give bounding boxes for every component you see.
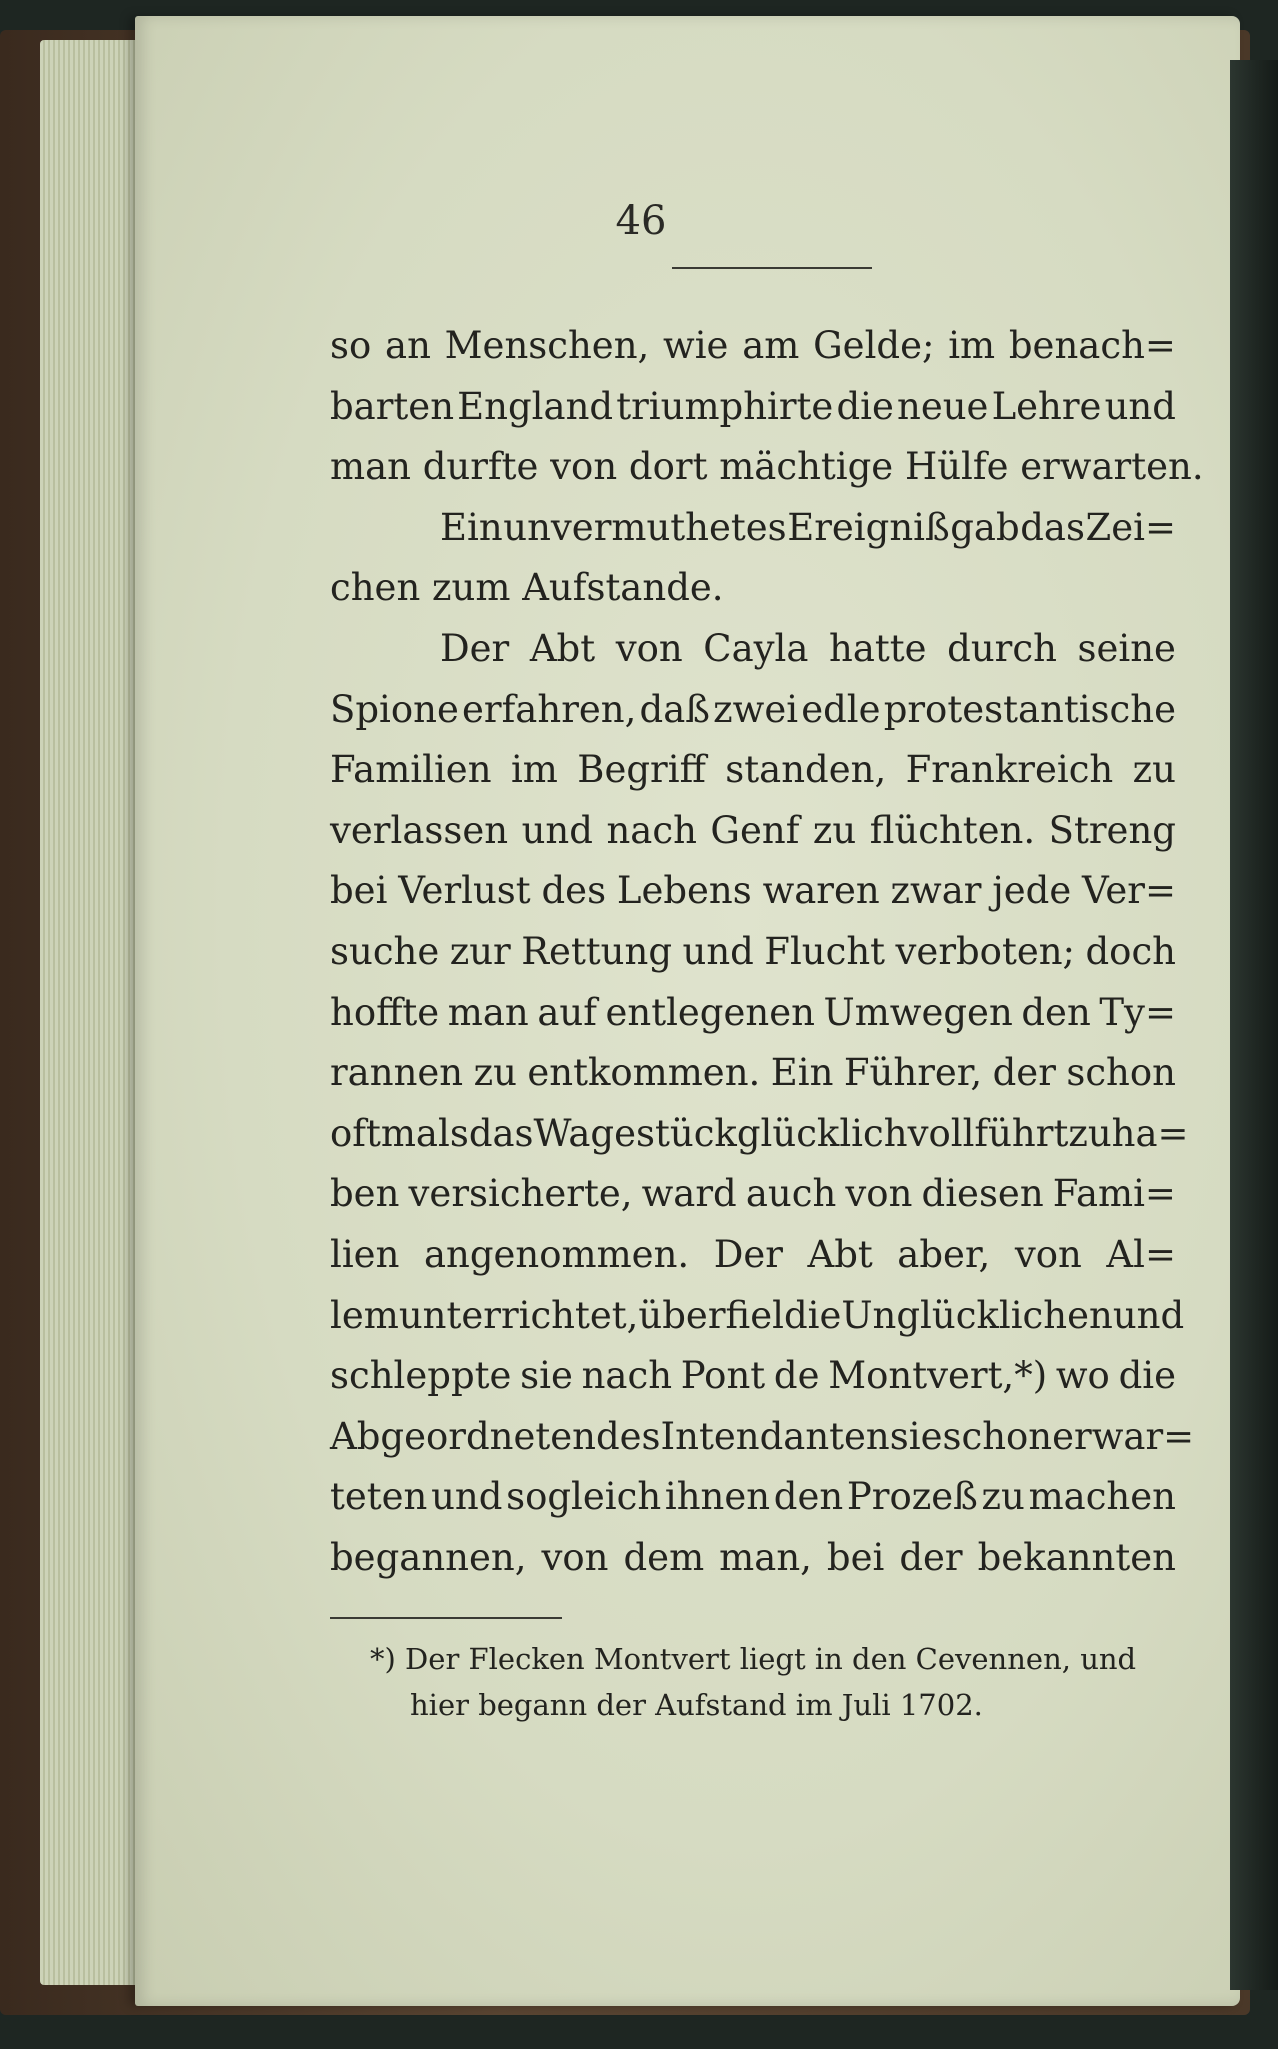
- footnote-line: *) Der Flecken Montvert liegt in den Cevennen, und: [370, 1642, 1137, 1676]
- text-line: Der Abt von Cayla hatte durch seine: [440, 626, 1176, 670]
- page-number-rule: [672, 267, 872, 269]
- text-line: Spione erfahren, daß zwei edle protestantische: [330, 687, 1176, 731]
- text-line: schleppte sie nach Pont de Montvert,*) wo die: [330, 1354, 1176, 1398]
- text-line: rannen zu entkommen. Ein Führer, der schon: [330, 1051, 1176, 1095]
- text-line: teten und sogleich ihnen den Prozeß zu machen: [330, 1475, 1176, 1519]
- footnote-rule: [330, 1617, 562, 1619]
- text-line: chen zum Aufstande.: [330, 566, 724, 610]
- text-line: man durfte von dort mächtige Hülfe erwarten.: [330, 445, 1204, 489]
- text-line: oftmals das Wagestück glücklich vollführt zu ha=: [330, 1111, 1189, 1155]
- body-text: [330, 316, 1204, 1588]
- text-line: Abgeordneten des Intendanten sie schon erwar=: [330, 1414, 1195, 1458]
- binding-shadow: [1230, 60, 1278, 1990]
- text-line: lem unterrichtet, überfiel die Unglücklichen und: [330, 1293, 1185, 1337]
- text-line: lien angenommen. Der Abt aber, von Al=: [330, 1232, 1176, 1276]
- page-number: 46: [615, 198, 667, 244]
- footnote-line: hier begann der Aufstand im Juli 1702.: [410, 1688, 983, 1722]
- text-line: barten England triumphirte die neue Lehre und: [330, 384, 1176, 428]
- text-line: bei Verlust des Lebens waren zwar jede Ver=: [330, 869, 1176, 913]
- text-line: Familien im Begriff standen, Frankreich zu: [330, 748, 1176, 792]
- text-line: so an Menschen, wie am Gelde; im benach=: [330, 324, 1176, 367]
- text-line: hoffte man auf entlegenen Umwegen den Ty=: [330, 990, 1176, 1034]
- text-line: verlassen und nach Genf zu flüchten. Streng: [330, 808, 1176, 852]
- text-line: begannen, von dem man, bei der bekannten: [330, 1535, 1176, 1579]
- text-line: Ein unvermuthetes Ereigniß gab das Zei=: [440, 505, 1176, 549]
- footnote: [370, 1636, 1140, 1728]
- text-line: suche zur Rettung und Flucht verboten; doch: [330, 929, 1176, 973]
- text-line: ben versicherte, ward auch von diesen Fami=: [330, 1172, 1176, 1216]
